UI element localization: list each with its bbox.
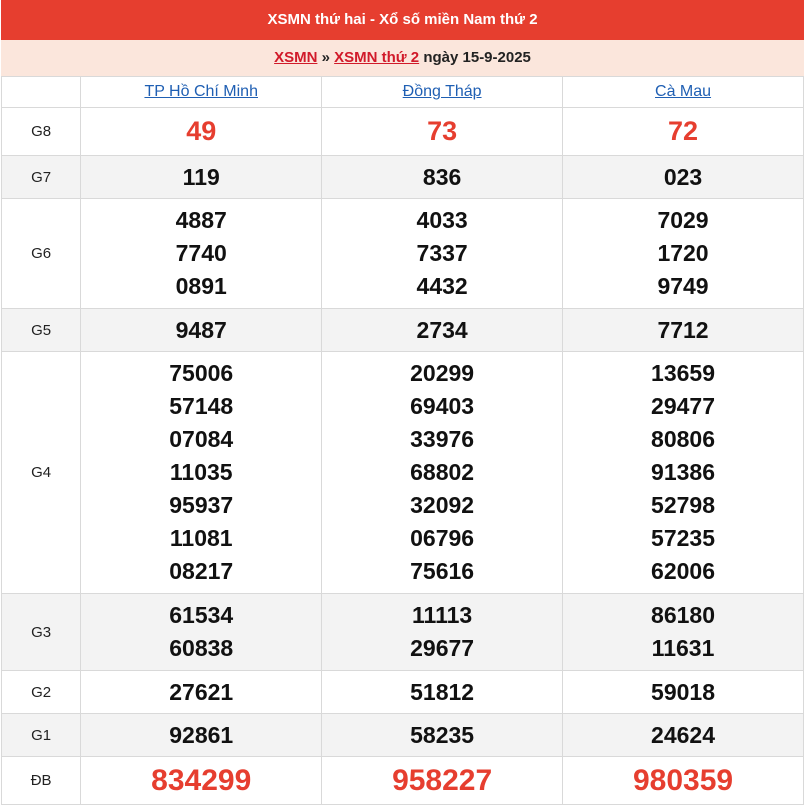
prize-label: G3 xyxy=(2,594,81,671)
prize-number: 29477 xyxy=(651,393,716,419)
results-page xyxy=(1,0,804,805)
prize-label: G4 xyxy=(2,352,81,594)
prize-number: 51812 xyxy=(410,678,475,705)
prize-cell xyxy=(322,199,563,309)
prize-number: 80806 xyxy=(651,426,716,452)
breadcrumb-separator: » xyxy=(321,49,330,66)
breadcrumb xyxy=(1,40,804,76)
prize-number: 023 xyxy=(663,163,703,190)
prize-row xyxy=(2,156,804,199)
prize-cell xyxy=(81,671,322,714)
prize-number: 29677 xyxy=(410,635,475,661)
province-link[interactable]: Đồng Tháp xyxy=(402,83,482,100)
prize-number: 119 xyxy=(182,163,220,190)
prize-number: 60838 xyxy=(169,635,234,661)
prize-row xyxy=(2,108,804,156)
prize-number: 2734 xyxy=(416,316,468,343)
prize-row xyxy=(2,352,804,594)
prize-number: 86180 xyxy=(651,602,716,628)
province-header xyxy=(81,77,322,108)
prize-number: 61534 xyxy=(169,602,234,628)
prize-cell xyxy=(322,594,563,671)
prize-number: 0891 xyxy=(175,273,227,299)
prize-number: 57148 xyxy=(169,393,234,419)
prize-number: 52798 xyxy=(651,492,716,518)
prize-number: 33976 xyxy=(410,426,475,452)
prize-cell xyxy=(563,671,804,714)
prize-cell xyxy=(563,108,804,156)
province-header xyxy=(322,77,563,108)
prize-label: ĐB xyxy=(2,757,81,805)
province-header-row xyxy=(2,77,804,108)
prize-number: 49 xyxy=(186,116,217,146)
prize-number: 07084 xyxy=(169,426,234,452)
prize-number: 4432 xyxy=(416,273,468,299)
prize-cell xyxy=(81,757,322,805)
prize-label: G8 xyxy=(2,108,81,156)
prize-number: 11035 xyxy=(169,459,233,485)
prize-row xyxy=(2,594,804,671)
prize-row xyxy=(2,199,804,309)
prize-cell xyxy=(563,199,804,309)
results-table xyxy=(1,76,804,805)
prize-number: 73 xyxy=(427,116,458,146)
prize-number: 11631 xyxy=(651,635,715,661)
province-link[interactable]: TP Hồ Chí Minh xyxy=(144,83,258,100)
prize-label: G6 xyxy=(2,199,81,309)
prize-cell xyxy=(81,199,322,309)
prize-number: 834299 xyxy=(151,764,252,797)
prize-row xyxy=(2,757,804,805)
prize-number: 59018 xyxy=(651,678,716,705)
prize-number: 57235 xyxy=(651,525,716,551)
prize-row xyxy=(2,671,804,714)
prize-number: 06796 xyxy=(410,525,475,551)
prize-number: 69403 xyxy=(410,393,475,419)
prize-label: G1 xyxy=(2,714,81,757)
prize-number: 7029 xyxy=(657,207,709,233)
prize-number: 27621 xyxy=(169,678,234,705)
prize-number: 24624 xyxy=(651,721,716,748)
prize-cell xyxy=(563,156,804,199)
prize-number: 9487 xyxy=(175,316,227,343)
prize-cell xyxy=(322,757,563,805)
prize-number: 20299 xyxy=(410,360,475,386)
prize-number: 7712 xyxy=(657,316,709,343)
prize-number: 11113 xyxy=(412,602,473,628)
prize-cell xyxy=(322,352,563,594)
prize-number: 4887 xyxy=(175,207,227,233)
prize-number: 75616 xyxy=(410,558,475,584)
prize-number: 11081 xyxy=(169,525,233,551)
prize-number: 58235 xyxy=(410,721,475,748)
page-title: XSMN thứ hai - Xổ số miền Nam thứ 2 xyxy=(1,0,804,40)
prize-number: 4033 xyxy=(416,207,468,233)
prize-row xyxy=(2,714,804,757)
prize-number: 958227 xyxy=(392,764,493,797)
prize-cell xyxy=(322,714,563,757)
prize-cell xyxy=(563,309,804,352)
prize-cell xyxy=(81,156,322,199)
prize-cell xyxy=(81,309,322,352)
prize-cell xyxy=(81,714,322,757)
prize-cell xyxy=(322,156,563,199)
prize-number: 72 xyxy=(668,116,699,146)
prize-row xyxy=(2,309,804,352)
province-link[interactable]: Cà Mau xyxy=(655,83,712,100)
header-corner xyxy=(2,77,81,108)
prize-number: 980359 xyxy=(632,764,734,797)
breadcrumb-date: ngày 15-9-2025 xyxy=(423,49,531,66)
prize-number: 75006 xyxy=(169,360,234,386)
prize-number: 32092 xyxy=(410,492,475,518)
prize-cell xyxy=(563,714,804,757)
prize-number: 836 xyxy=(422,163,462,190)
prize-cell xyxy=(563,352,804,594)
prize-cell xyxy=(322,671,563,714)
prize-label: G5 xyxy=(2,309,81,352)
prize-number: 92861 xyxy=(169,721,234,748)
prize-number: 91386 xyxy=(651,459,716,485)
prize-cell xyxy=(81,352,322,594)
prize-number: 95937 xyxy=(169,492,234,518)
prize-cell xyxy=(322,108,563,156)
prize-number: 68802 xyxy=(410,459,475,485)
prize-cell xyxy=(563,594,804,671)
prize-rows xyxy=(2,108,804,805)
prize-number: 08217 xyxy=(169,558,234,584)
prize-label: G7 xyxy=(2,156,81,199)
prize-label: G2 xyxy=(2,671,81,714)
province-header xyxy=(563,77,804,108)
prize-number: 7740 xyxy=(175,240,227,266)
prize-number: 13659 xyxy=(651,360,716,386)
prize-cell xyxy=(322,309,563,352)
prize-number: 1720 xyxy=(657,240,709,266)
prize-cell xyxy=(81,594,322,671)
prize-number: 9749 xyxy=(657,273,709,299)
breadcrumb-link-xsmn[interactable]: XSMN xyxy=(274,49,318,66)
prize-number: 62006 xyxy=(651,558,716,584)
prize-cell xyxy=(81,108,322,156)
breadcrumb-link-xsmn-thu-2[interactable]: XSMN thứ 2 xyxy=(334,49,420,66)
prize-number: 7337 xyxy=(416,240,468,266)
prize-cell xyxy=(563,757,804,805)
